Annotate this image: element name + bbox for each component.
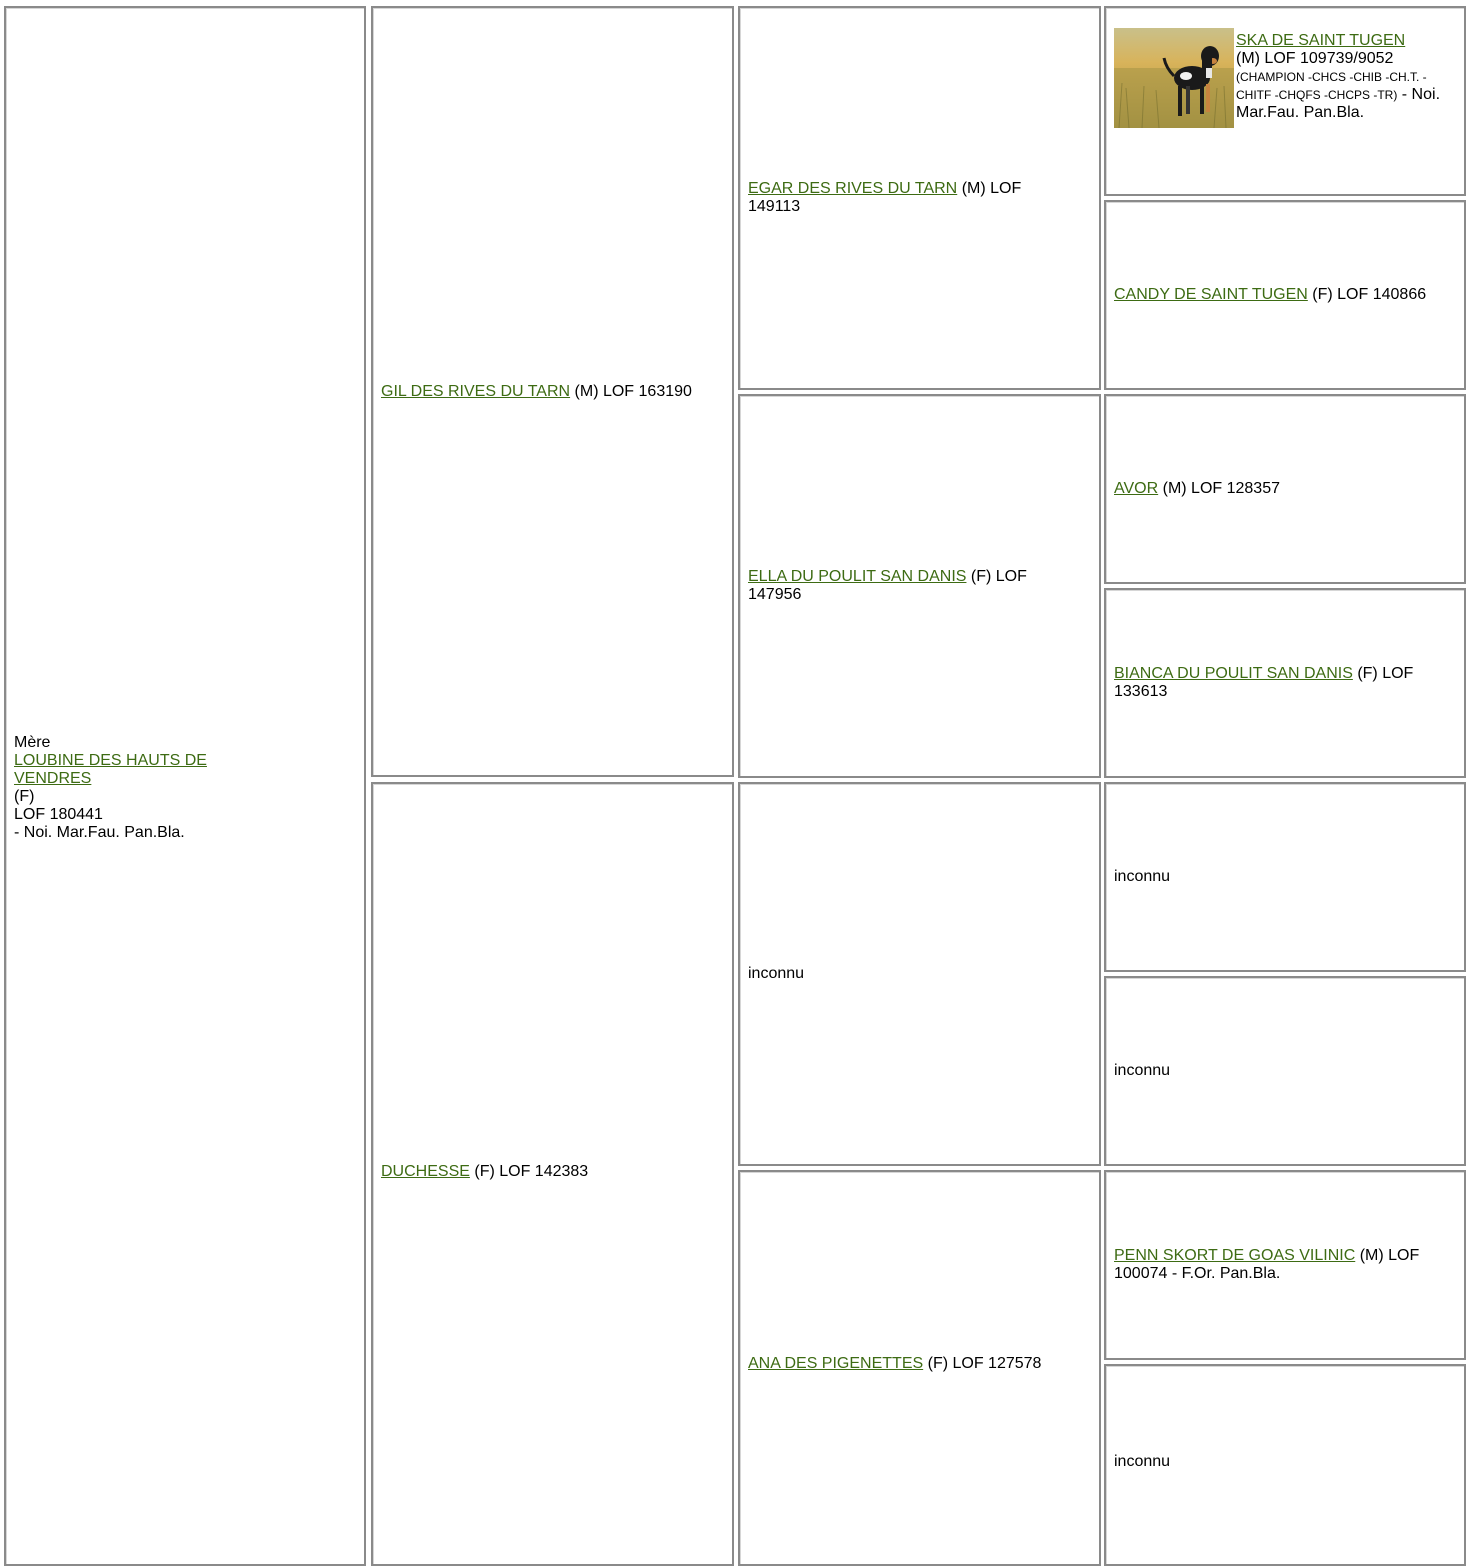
gen4-cell-penn xyxy=(1104,1170,1466,1360)
ska-color: - Noi. Mar.Fau. Pan.Bla. xyxy=(1236,86,1441,121)
gen3-entry-3 xyxy=(748,965,1091,983)
gen3-details-2: (F) LOF 147956 xyxy=(748,568,1027,603)
candy-details: (F) LOF 140866 xyxy=(1312,286,1427,303)
dam-info xyxy=(14,734,356,842)
ska-titles: (CHAMPION -CHCS -CHIB -CH.T. -CHITF -CHQFS -CHCPS -TR) xyxy=(1236,70,1427,102)
ska-entry xyxy=(1236,32,1456,122)
bianca-entry xyxy=(1114,665,1456,701)
unknown-entry-2 xyxy=(1114,1062,1456,1080)
gen3-cell-3 xyxy=(738,782,1101,1166)
gen2-cell-2 xyxy=(371,782,734,1566)
gen3-cell-1 xyxy=(738,6,1101,390)
gen3-cell-4 xyxy=(738,1170,1101,1566)
gen4-cell-avor xyxy=(1104,394,1466,584)
dog-photo[interactable] xyxy=(1114,28,1234,128)
dog-photo-image xyxy=(1114,28,1234,128)
candy-name-link[interactable]: CANDY DE SAINT TUGEN xyxy=(1114,286,1308,303)
candy-entry xyxy=(1114,286,1456,304)
gen4-cell-candy xyxy=(1104,200,1466,390)
unknown-text-2: inconnu xyxy=(1114,1062,1171,1079)
dam-lof: LOF 180441 xyxy=(14,806,103,823)
dam-name-link[interactable]: LOUBINE DES HAUTS DE VENDRES xyxy=(14,752,207,787)
gen3-entry-4 xyxy=(748,1355,1059,1373)
gen2-details-2: (F) LOF 142383 xyxy=(474,1163,589,1180)
dam-color: - Noi. Mar.Fau. Pan.Bla. xyxy=(14,824,185,841)
gen2-entry-1 xyxy=(381,383,724,401)
gen4-cell-ska xyxy=(1104,6,1466,196)
gen4-cell-unknown-3 xyxy=(1104,1364,1466,1566)
unknown-entry-3 xyxy=(1114,1453,1456,1471)
penn-name-link[interactable]: PENN SKORT DE GOAS VILINIC xyxy=(1114,1247,1356,1264)
gen2-name-link-1[interactable]: GIL DES RIVES DU TARN xyxy=(381,382,571,400)
dam-label: Mère xyxy=(14,734,51,751)
unknown-entry-1 xyxy=(1114,868,1456,886)
gen3-cell-2 xyxy=(738,394,1101,778)
ska-name-link[interactable]: SKA DE SAINT TUGEN xyxy=(1236,32,1406,49)
gen4-cell-unknown-1 xyxy=(1104,782,1466,972)
gen2-entry-2 xyxy=(381,1163,724,1181)
gen3-unknown-text: inconnu xyxy=(748,965,805,982)
gen4-cell-unknown-2 xyxy=(1104,976,1466,1166)
bianca-name-link[interactable]: BIANCA DU POULIT SAN DANIS xyxy=(1114,665,1353,682)
unknown-text-3: inconnu xyxy=(1114,1453,1171,1470)
penn-details: (M) LOF 100074 - F.Or. Pan.Bla. xyxy=(1114,1247,1420,1282)
unknown-text-1: inconnu xyxy=(1114,868,1171,885)
gen3-entry-1 xyxy=(748,180,1059,216)
gen3-entry-2 xyxy=(748,568,1059,604)
gen3-name-link-2[interactable]: ELLA DU POULIT SAN DANIS xyxy=(748,568,967,585)
gen2-details-1: (M) LOF 163190 xyxy=(574,382,692,400)
bianca-details: (F) LOF 133613 xyxy=(1114,665,1414,700)
gen2-cell-1 xyxy=(371,6,734,777)
dam-cell xyxy=(4,6,366,1566)
avor-details: (M) LOF 128357 xyxy=(1162,480,1280,497)
gen3-details-4: (F) LOF 127578 xyxy=(927,1355,1042,1372)
avor-entry xyxy=(1114,480,1456,498)
gen3-name-link-4[interactable]: ANA DES PIGENETTES xyxy=(748,1355,924,1372)
penn-entry xyxy=(1114,1247,1456,1283)
gen3-details-1: (M) LOF 149113 xyxy=(748,180,1022,215)
ska-registration: (M) LOF 109739/9052 xyxy=(1236,50,1394,67)
avor-name-link[interactable]: AVOR xyxy=(1114,480,1159,497)
gen3-name-link-1[interactable]: EGAR DES RIVES DU TARN xyxy=(748,180,958,197)
dam-sex: (F) xyxy=(14,788,35,805)
gen2-name-link-2[interactable]: DUCHESSE xyxy=(381,1163,470,1180)
gen4-cell-bianca xyxy=(1104,588,1466,778)
